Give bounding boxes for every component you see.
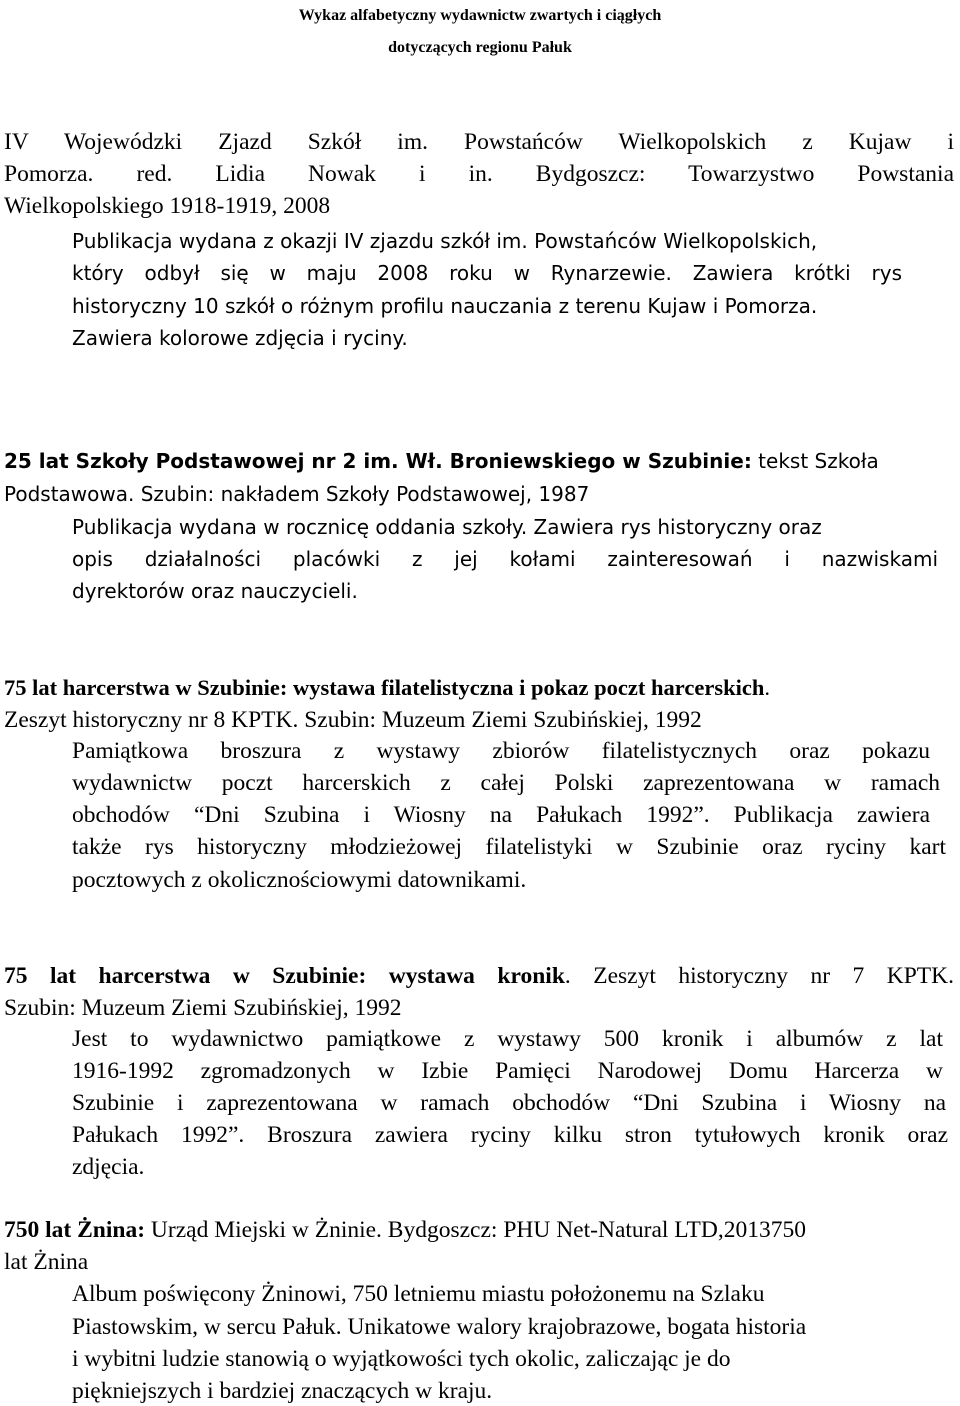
entry-5-title-rest: Urząd Miejski w Żninie. Bydgoszcz: PHU Net-Natural LTD,2013750	[145, 1217, 806, 1243]
entry-1-description-line-2: który odbył się w maju 2008 roku w Rynarzewie. Zawiera krótki rys	[72, 261, 902, 285]
entry-3-heading-line-2: Zeszyt historyczny nr 8 KPTK. Szubin: Muzeum Ziemi Szubińskiej, 1992	[4, 707, 702, 733]
entry-3-title: 75 lat harcerstwa w Szubinie: wystawa filatelistyczna i pokaz poczt harcerskich	[4, 675, 765, 700]
entry-4-description-line-4: Pałukach 1992”. Broszura zawiera ryciny kilku stron tytułowych kronik oraz	[72, 1122, 948, 1148]
entry-1-description-line-3: historyczny 10 szkół o różnym profilu nauczania z terenu Kujaw i Pomorza.	[72, 294, 818, 318]
entry-5-description-line-3: i wybitni ludzie stanowią o wyjątkowości tych okolic, zaliczając je do	[72, 1346, 731, 1372]
entry-4-description-line-5: zdjęcia.	[72, 1154, 145, 1180]
entry-1-heading-line-1: IV Wojewódzki Zjazd Szkół im. Powstańców Wielkopolskich z Kujaw i	[4, 129, 954, 155]
entry-3-description-line-5: pocztowych z okolicznościowymi datownikami.	[72, 867, 527, 893]
entry-4-heading-line-1	[4, 961, 954, 991]
entry-2-description-line-2: opis działalności placówki z jej kołami zainteresowań i nazwiskami	[72, 547, 938, 571]
entry-4-description-line-3: Szubinie i zaprezentowana w ramach obchodów “Dni Szubina i Wiosny na	[72, 1090, 946, 1116]
entry-2-heading-line-1	[4, 446, 879, 476]
entry-4-title-rest: . Zeszyt historyczny nr 7 KPTK.	[564, 963, 954, 989]
entry-5-title: 750 lat Żnina:	[4, 1217, 146, 1243]
entry-1-heading-line-2: Pomorza. red. Lidia Nowak i in. Bydgoszcz: Towarzystwo Powstania	[4, 161, 954, 187]
entry-3-description-line-1: Pamiątkowa broszura z wystawy zbiorów filatelistycznych oraz pokazu	[72, 738, 930, 764]
entry-5-description-line-2: Piastowskim, w sercu Pałuk. Unikatowe walory krajobrazowe, bogata historia	[72, 1314, 807, 1340]
entry-2-title: 25 lat Szkoły Podstawowej nr 2 im. Wł. Broniewskiego w Szubinie:	[4, 449, 752, 473]
entry-1-description-line-1: Publikacja wydana z okazji IV zjazdu szkół im. Powstańców Wielkopolskich,	[72, 229, 818, 253]
entry-3-description-line-3: obchodów “Dni Szubina i Wiosny na Pałukach 1992”. Publikacja zawiera	[72, 802, 930, 828]
entry-4-heading-line-2: Szubin: Muzeum Ziemi Szubińskiej, 1992	[4, 995, 402, 1021]
entry-4-description-line-2: 1916-1992 zgromadzonych w Izbie Pamięci Narodowej Domu Harcerza w	[72, 1058, 943, 1084]
entry-5-description-line-4: piękniejszych i bardziej znaczących w kraju.	[72, 1378, 493, 1404]
entry-2-title-rest: tekst Szkoła	[751, 449, 879, 473]
entry-4-description-line-1: Jest to wydawnictwo pamiątkowe z wystawy 500 kronik i albumów z lat	[72, 1026, 943, 1052]
entry-3-heading-line-1	[4, 673, 770, 703]
entry-2-description-line-1: Publikacja wydana w rocznicę oddania szkoły. Zawiera rys historyczny oraz	[72, 515, 822, 539]
entry-2-heading-line-2: Podstawowa. Szubin: nakładem Szkoły Podstawowej, 1987	[4, 482, 590, 506]
entry-5-heading-line-2: lat Żnina	[4, 1249, 89, 1275]
page-title-line-2: dotyczących regionu Pałuk	[388, 39, 572, 56]
entry-3-description-line-2: wydawnictw poczt harcerskich z całej Polski zaprezentowana w ramach	[72, 770, 940, 796]
entry-3-title-rest: .	[764, 675, 770, 700]
entry-2-description-line-3: dyrektorów oraz nauczycieli.	[72, 579, 358, 603]
entry-5-description-line-1: Album poświęcony Żninowi, 750 letniemu miastu położonemu na Szlaku	[72, 1281, 765, 1307]
entry-3-description-line-4: także rys historyczny młodzieżowej filatelistyki w Szubinie oraz ryciny kart	[72, 834, 946, 860]
entry-1-heading-line-3: Wielkopolskiego 1918-1919, 2008	[4, 193, 331, 219]
entry-1-description-line-4: Zawiera kolorowe zdjęcia i ryciny.	[72, 326, 408, 350]
page-title-line-1: Wykaz alfabetyczny wydawnictw zwartych i ciągłych	[298, 7, 662, 24]
entry-4-title: 75 lat harcerstwa w Szubinie: wystawa kronik	[4, 963, 565, 989]
entry-5-heading-line-1	[4, 1215, 806, 1245]
